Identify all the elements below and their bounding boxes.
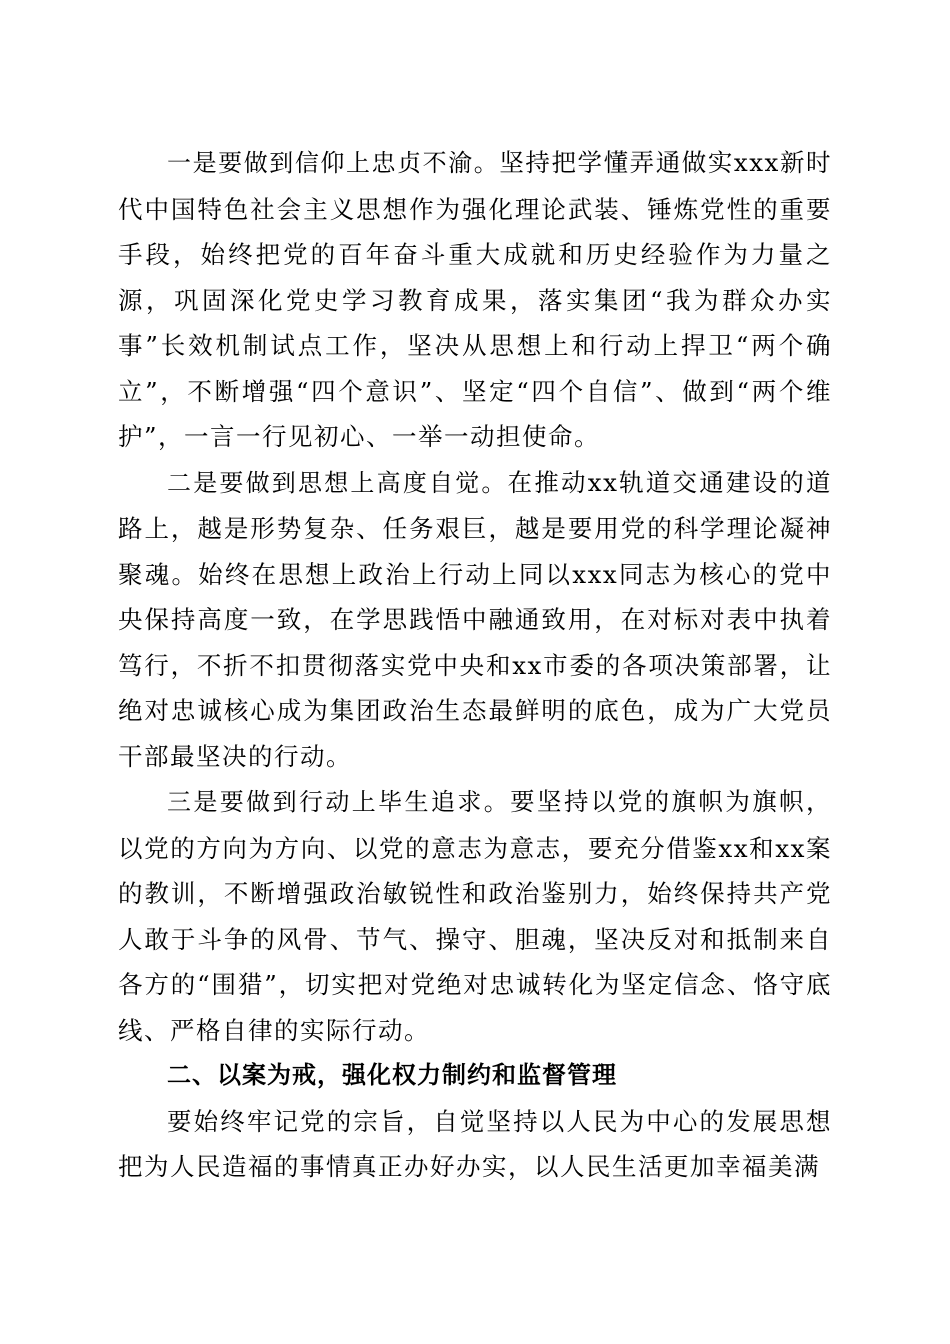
paragraph-2-lead: 二是要做到思想上高度自觉。	[167, 468, 508, 497]
paragraph-2	[118, 460, 832, 780]
paragraph-2-text: 在推动xx轨道交通建设的道路上，越是形势复杂、任务艰巨，越是要用党的科学理论凝神聚魂。始终在思想上政治上行动上同以xxx同志为核心的党中央保持高度一致，在学思践悟中融通致用，在对标对表中执着笃行，不折不扣贯彻落实党中央和xx市委的各项决策部署，让绝对忠诚核心成为集团政治生态最鲜明的底色，成为广大党员干部最坚决的行动。	[118, 467, 833, 771]
paragraph-1	[118, 140, 832, 460]
paragraph-3	[118, 779, 832, 1053]
paragraph-3-text: 要坚持以党的旗帜为旗帜，以党的方向为方向、以党的意志为意志，要充分借鉴xx和xx案的教训，不断增强政治敏锐性和政治鉴别力，始终保持共产党人敢于斗争的风骨、节气、操守、胆魂，坚决反对和抵制来自各方的“围猎”，切实把对党绝对忠诚转化为坚定信念、恪守底线、严格自律的实际行动。	[118, 787, 833, 1045]
section-heading: 二、以案为戒，强化权力制约和监督管理	[167, 1061, 617, 1089]
document-page	[118, 140, 832, 1190]
paragraph-1-text: 坚持把学懂弄通做实xxx新时代中国特色社会主义思想作为强化理论武装、锤炼党性的重要手段，始终把党的百年奋斗重大成就和历史经验作为力量之源，巩固深化党史学习教育成果，落实集团“我为群众办实事”长效机制试点工作，坚决从思想上和行动上捍卫“两个确立”，不断增强“四个意识”、坚定“四个自信”、做到“两个维护”，一言一行见初心、一举一动担使命。	[118, 148, 833, 451]
paragraph-1-lead: 一是要做到信仰上忠贞不渝。	[167, 149, 500, 177]
paragraph-3-lead: 三是要做到行动上毕生追求。	[167, 788, 511, 816]
closing-paragraph: 要始终牢记党的宗旨，自觉坚持以人民为中心的发展思想把为人民造福的事情真正办好办实，以人民生活更加幸福美满	[118, 1106, 832, 1181]
